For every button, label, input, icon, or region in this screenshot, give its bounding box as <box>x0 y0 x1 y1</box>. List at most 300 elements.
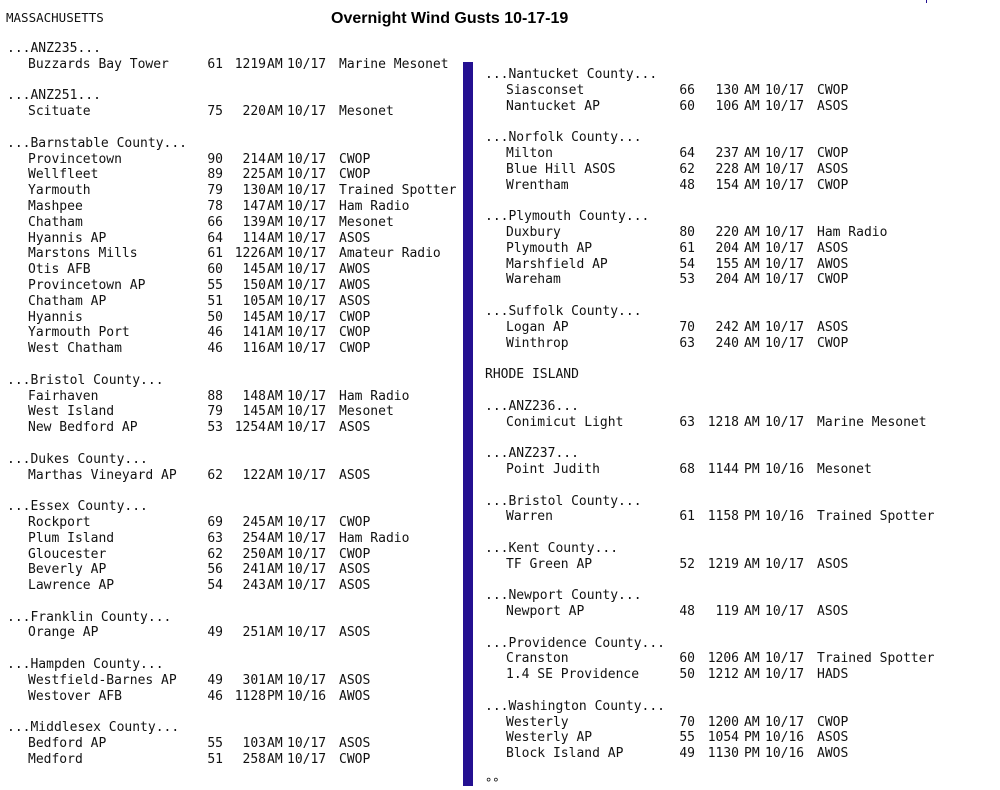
station-name: Blue Hill ASOS <box>506 161 616 177</box>
gust-ampm: AM <box>744 145 760 161</box>
gust-value: 63 <box>679 335 695 351</box>
gust-ampm: AM <box>744 714 760 730</box>
gust-value: 53 <box>207 420 223 436</box>
gust-date: 10/17 <box>765 98 805 114</box>
gust-date: 10/17 <box>287 672 327 688</box>
report-source: ASOS <box>817 556 849 572</box>
station-name: Wrentham <box>506 177 569 193</box>
table-row <box>485 730 985 746</box>
section-header: ...Franklin County... <box>7 609 172 625</box>
report-source: ASOS <box>339 420 371 436</box>
gust-value: 52 <box>679 556 695 572</box>
gust-value: 61 <box>679 240 695 256</box>
gust-value: 60 <box>207 262 223 278</box>
gust-ampm: PM <box>267 688 283 704</box>
gust-ampm: AM <box>744 319 760 335</box>
table-row <box>7 325 457 341</box>
report-source: CWOP <box>339 151 371 167</box>
gust-value: 70 <box>679 319 695 335</box>
report-source: CWOP <box>339 325 371 341</box>
gust-value: 53 <box>679 272 695 288</box>
report-source: CWOP <box>817 177 849 193</box>
gust-value: 63 <box>207 530 223 546</box>
section-spacer <box>485 478 985 494</box>
station-name: Marthas Vineyard AP <box>28 467 177 483</box>
report-source: Ham Radio <box>339 530 410 546</box>
table-row <box>7 404 457 420</box>
gust-time: 204 <box>715 240 739 256</box>
gust-ampm: PM <box>744 746 760 762</box>
gust-ampm: AM <box>744 667 760 683</box>
gust-value: 88 <box>207 388 223 404</box>
section-header: ...Middlesex County... <box>7 720 180 736</box>
report-source: ASOS <box>339 230 371 246</box>
gust-time: 155 <box>715 256 739 272</box>
table-row <box>7 515 457 531</box>
gust-date: 10/17 <box>765 335 805 351</box>
gust-time: 150 <box>242 277 266 293</box>
gust-ampm: AM <box>744 651 760 667</box>
table-row <box>485 83 985 99</box>
gust-time: 1219 <box>234 56 266 72</box>
gust-ampm: AM <box>267 198 283 214</box>
section-header: ...ANZ236... <box>485 398 579 414</box>
gust-ampm: AM <box>744 98 760 114</box>
gust-time: 242 <box>715 319 739 335</box>
gust-ampm: AM <box>267 530 283 546</box>
table-row <box>7 215 457 231</box>
gust-date: 10/17 <box>765 224 805 240</box>
gust-value: 55 <box>207 736 223 752</box>
section-header: ...Essex County... <box>7 499 148 515</box>
section-header: ...Hampden County... <box>7 657 164 673</box>
section-spacer <box>485 114 985 130</box>
report-source: CWOP <box>817 145 849 161</box>
gust-value: 55 <box>207 277 223 293</box>
gust-date: 10/17 <box>287 546 327 562</box>
table-row <box>7 231 457 247</box>
section-spacer <box>7 357 457 373</box>
section-spacer <box>485 573 985 589</box>
table-row <box>7 752 457 768</box>
station-name: Medford <box>28 751 83 767</box>
station-name: Westerly AP <box>506 730 593 746</box>
section-spacer <box>7 73 457 89</box>
gust-time: 147 <box>242 198 266 214</box>
gust-ampm: AM <box>744 604 760 620</box>
station-name: Hyannis <box>28 309 83 325</box>
gust-ampm: AM <box>744 82 760 98</box>
station-name: Buzzards Bay Tower <box>28 56 169 72</box>
table-row <box>485 336 985 352</box>
report-source: Trained Spotter <box>339 183 457 199</box>
gust-value: 49 <box>207 625 223 641</box>
section-spacer <box>7 641 457 657</box>
corner-mark <box>926 0 927 3</box>
station-name: 1.4 SE Providence <box>506 667 640 683</box>
gust-value: 61 <box>679 509 695 525</box>
gust-date: 10/17 <box>287 341 327 357</box>
station-name: Westfield-Barnes AP <box>28 672 177 688</box>
gust-value: 66 <box>207 214 223 230</box>
gust-date: 10/16 <box>765 509 805 525</box>
gust-date: 10/17 <box>765 556 805 572</box>
table-row <box>7 104 457 120</box>
station-name: Mashpee <box>28 198 83 214</box>
gust-value: 49 <box>207 672 223 688</box>
report-source: Trained Spotter <box>817 651 935 667</box>
report-source: ASOS <box>817 240 849 256</box>
section-header: ...Washington County... <box>485 698 666 714</box>
station-name: Westerly <box>506 714 569 730</box>
station-name: Siasconset <box>506 82 585 98</box>
station-name: Nantucket AP <box>506 98 600 114</box>
gust-time: 1254 <box>234 420 266 436</box>
gust-ampm: AM <box>267 167 283 183</box>
gust-value: 70 <box>679 714 695 730</box>
table-row <box>485 557 985 573</box>
gust-date: 10/17 <box>765 272 805 288</box>
table-row <box>7 673 457 689</box>
gust-ampm: AM <box>267 751 283 767</box>
report-source: CWOP <box>339 167 371 183</box>
gust-ampm: AM <box>267 325 283 341</box>
table-row <box>7 199 457 215</box>
gust-date: 10/17 <box>287 325 327 341</box>
gust-ampm: AM <box>267 388 283 404</box>
gust-value: 48 <box>679 177 695 193</box>
gust-time: 301 <box>242 672 266 688</box>
table-row <box>485 272 985 288</box>
table-row <box>485 415 985 431</box>
gust-ampm: AM <box>267 578 283 594</box>
report-source: ASOS <box>339 562 371 578</box>
report-source: ASOS <box>817 730 849 746</box>
report-source: CWOP <box>339 341 371 357</box>
gust-ampm: AM <box>267 151 283 167</box>
page-title: Overnight Wind Gusts 10-17-19 <box>331 10 569 27</box>
report-source: HADS <box>817 667 849 683</box>
station-name: Winthrop <box>506 335 569 351</box>
section-header: ...Kent County... <box>485 540 619 556</box>
station-name: Point Judith <box>506 461 600 477</box>
gust-value: 90 <box>207 151 223 167</box>
gust-ampm: AM <box>267 309 283 325</box>
gust-ampm: AM <box>267 183 283 199</box>
gust-time: 1128 <box>234 688 266 704</box>
gust-ampm: PM <box>744 509 760 525</box>
gust-time: 251 <box>242 625 266 641</box>
gust-value: 56 <box>207 562 223 578</box>
table-row <box>485 99 985 115</box>
gust-ampm: AM <box>267 277 283 293</box>
station-name: Yarmouth Port <box>28 325 130 341</box>
gust-time: 1144 <box>707 461 739 477</box>
left-column <box>7 41 457 768</box>
station-name: TF Green AP <box>506 556 593 572</box>
table-row <box>485 241 985 257</box>
station-name: Fairhaven <box>28 388 99 404</box>
gust-time: 245 <box>242 514 266 530</box>
table-row <box>485 162 985 178</box>
section-spacer <box>7 436 457 452</box>
section-header: ...ANZ237... <box>485 446 579 462</box>
section-spacer <box>485 683 985 699</box>
table-row <box>7 468 457 484</box>
gust-date: 10/17 <box>287 467 327 483</box>
report-source: CWOP <box>339 309 371 325</box>
gust-time: 119 <box>715 604 739 620</box>
gust-date: 10/17 <box>287 751 327 767</box>
gust-value: 63 <box>679 414 695 430</box>
gust-value: 55 <box>679 730 695 746</box>
gust-date: 10/16 <box>765 461 805 477</box>
gust-value: 75 <box>207 104 223 120</box>
gust-date: 10/17 <box>287 104 327 120</box>
gust-time: 237 <box>715 145 739 161</box>
report-source: Mesonet <box>339 404 394 420</box>
station-name: Beverly AP <box>28 562 107 578</box>
station-name: Block Island AP <box>506 746 624 762</box>
table-row <box>485 178 985 194</box>
gust-date: 10/17 <box>287 309 327 325</box>
gust-value: 64 <box>207 230 223 246</box>
section-header: ...Norfolk County... <box>485 130 642 146</box>
gust-time: 105 <box>242 293 266 309</box>
gust-time: 1212 <box>707 667 739 683</box>
gust-ampm: AM <box>267 625 283 641</box>
station-name: Orange AP <box>28 625 99 641</box>
gust-date: 10/17 <box>287 167 327 183</box>
gust-value: 62 <box>679 161 695 177</box>
table-row <box>7 531 457 547</box>
gust-ampm: AM <box>744 256 760 272</box>
table-row <box>485 462 985 478</box>
station-name: Marstons Mills <box>28 246 138 262</box>
station-name: Westover AFB <box>28 688 122 704</box>
gust-ampm: AM <box>267 104 283 120</box>
station-name: West Chatham <box>28 341 122 357</box>
station-name: Provincetown AP <box>28 277 146 293</box>
section-header: ...Suffolk County... <box>485 303 642 319</box>
gust-time: 1200 <box>707 714 739 730</box>
right-column <box>485 67 985 762</box>
table-row <box>485 746 985 762</box>
station-name: Bedford AP <box>28 736 107 752</box>
gust-date: 10/17 <box>287 404 327 420</box>
report-source: AWOS <box>339 688 371 704</box>
station-name: Wareham <box>506 272 561 288</box>
state-heading-massachusetts: MASSACHUSETTS <box>6 10 104 25</box>
gust-value: 51 <box>207 293 223 309</box>
gust-time: 116 <box>242 341 266 357</box>
gust-time: 243 <box>242 578 266 594</box>
gust-time: 130 <box>242 183 266 199</box>
gust-time: 145 <box>242 404 266 420</box>
gust-time: 220 <box>242 104 266 120</box>
gust-time: 1130 <box>707 746 739 762</box>
gust-ampm: PM <box>744 730 760 746</box>
station-name: Yarmouth <box>28 183 91 199</box>
table-row <box>485 667 985 683</box>
gust-time: 1206 <box>707 651 739 667</box>
gust-time: 254 <box>242 530 266 546</box>
gust-ampm: AM <box>744 414 760 430</box>
section-spacer <box>485 288 985 304</box>
station-name: West Island <box>28 404 115 420</box>
gust-value: 78 <box>207 198 223 214</box>
report-source: Marine Mesonet <box>339 56 449 72</box>
gust-value: 49 <box>679 746 695 762</box>
column-divider <box>463 62 473 786</box>
gust-date: 10/17 <box>287 262 327 278</box>
gust-ampm: AM <box>744 240 760 256</box>
report-source: ASOS <box>339 578 371 594</box>
section-header: ...Nantucket County... <box>485 67 658 82</box>
gust-date: 10/17 <box>765 319 805 335</box>
station-name: Chatham <box>28 214 83 230</box>
gust-ampm: PM <box>744 461 760 477</box>
station-name: Hyannis AP <box>28 230 107 246</box>
table-row <box>7 689 457 705</box>
report-source: CWOP <box>339 514 371 530</box>
section-header: ...Barnstable County... <box>7 135 188 151</box>
gust-time: 250 <box>242 546 266 562</box>
station-name: Marshfield AP <box>506 256 608 272</box>
table-row <box>485 225 985 241</box>
table-row <box>7 341 457 357</box>
gust-ampm: AM <box>267 293 283 309</box>
section-header: ...Providence County... <box>485 635 666 651</box>
gust-date: 10/17 <box>287 625 327 641</box>
gust-value: 60 <box>679 651 695 667</box>
gust-ampm: AM <box>267 562 283 578</box>
gust-date: 10/17 <box>287 293 327 309</box>
gust-value: 54 <box>207 578 223 594</box>
gust-time: 1158 <box>707 509 739 525</box>
section-spacer <box>485 383 985 399</box>
gust-value: 68 <box>679 461 695 477</box>
table-row <box>7 736 457 752</box>
report-source: Ham Radio <box>339 388 410 404</box>
gust-time: 1218 <box>707 414 739 430</box>
table-row <box>7 246 457 262</box>
gust-date: 10/17 <box>287 183 327 199</box>
gust-value: 61 <box>207 56 223 72</box>
gust-date: 10/17 <box>765 256 805 272</box>
gust-value: 79 <box>207 404 223 420</box>
gust-value: 46 <box>207 325 223 341</box>
report-source: AWOS <box>817 746 849 762</box>
report-source: Trained Spotter <box>817 509 935 525</box>
gust-time: 106 <box>715 98 739 114</box>
report-source: CWOP <box>817 272 849 288</box>
table-row <box>7 294 457 310</box>
table-row <box>7 183 457 199</box>
table-row <box>7 547 457 563</box>
gust-date: 10/17 <box>765 177 805 193</box>
table-row <box>485 651 985 667</box>
gust-value: 50 <box>679 667 695 683</box>
gust-time: 214 <box>242 151 266 167</box>
gust-time: 141 <box>242 325 266 341</box>
gust-ampm: AM <box>744 177 760 193</box>
footnote-mark: °° <box>485 776 500 790</box>
table-row <box>7 57 457 73</box>
station-name: Cranston <box>506 651 569 667</box>
section-spacer <box>7 594 457 610</box>
station-name: Chatham AP <box>28 293 107 309</box>
gust-date: 10/16 <box>765 730 805 746</box>
report-source: ASOS <box>817 98 849 114</box>
gust-ampm: AM <box>267 467 283 483</box>
gust-time: 1226 <box>234 246 266 262</box>
gust-time: 204 <box>715 272 739 288</box>
station-name: Logan AP <box>506 319 569 335</box>
section-header: ...Dukes County... <box>7 451 148 467</box>
gust-value: 62 <box>207 546 223 562</box>
gust-date: 10/17 <box>287 56 327 72</box>
station-name: Lawrence AP <box>28 578 115 594</box>
gust-date: 10/17 <box>765 161 805 177</box>
gust-date: 10/17 <box>287 736 327 752</box>
gust-ampm: AM <box>744 556 760 572</box>
gust-time: 148 <box>242 388 266 404</box>
table-row <box>7 262 457 278</box>
report-source: AWOS <box>817 256 849 272</box>
gust-date: 10/17 <box>287 578 327 594</box>
report-source: CWOP <box>817 714 849 730</box>
station-name: Duxbury <box>506 224 561 240</box>
station-name: Wellfleet <box>28 167 99 183</box>
section-header: ...ANZ235... <box>7 41 101 56</box>
gust-time: 258 <box>242 751 266 767</box>
section-spacer <box>485 620 985 636</box>
report-source: ASOS <box>339 467 371 483</box>
gust-date: 10/17 <box>765 651 805 667</box>
gust-date: 10/17 <box>765 604 805 620</box>
section-spacer <box>7 120 457 136</box>
table-row <box>485 257 985 273</box>
station-name: Plum Island <box>28 530 115 546</box>
gust-ampm: AM <box>267 420 283 436</box>
gust-time: 145 <box>242 262 266 278</box>
gust-ampm: AM <box>267 672 283 688</box>
station-name: Scituate <box>28 104 91 120</box>
report-source: Marine Mesonet <box>817 414 927 430</box>
gust-ampm: AM <box>267 246 283 262</box>
report-source: ASOS <box>339 293 371 309</box>
report-source: AWOS <box>339 262 371 278</box>
section-header: ...Plymouth County... <box>485 209 650 225</box>
gust-date: 10/17 <box>765 240 805 256</box>
section-spacer <box>485 351 985 367</box>
table-row <box>7 578 457 594</box>
table-row <box>485 604 985 620</box>
gust-date: 10/17 <box>287 562 327 578</box>
report-source: ASOS <box>339 736 371 752</box>
section-spacer <box>7 483 457 499</box>
report-source: Mesonet <box>339 104 394 120</box>
gust-ampm: AM <box>267 546 283 562</box>
table-row <box>485 320 985 336</box>
gust-date: 10/17 <box>765 82 805 98</box>
gust-date: 10/17 <box>287 230 327 246</box>
report-source: CWOP <box>339 546 371 562</box>
station-name: New Bedford AP <box>28 420 138 436</box>
table-row <box>485 715 985 731</box>
gust-value: 79 <box>207 183 223 199</box>
